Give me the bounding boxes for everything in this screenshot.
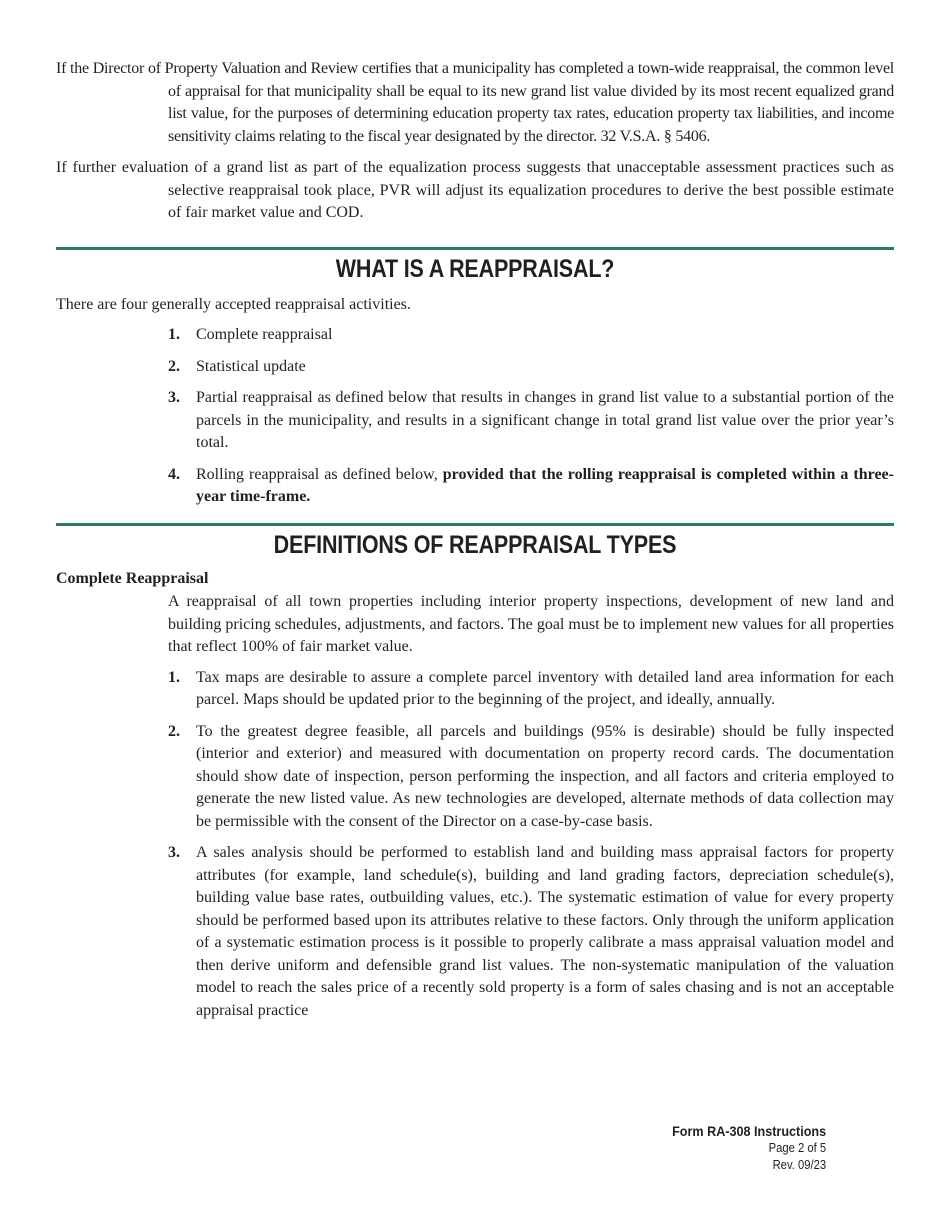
revision-date: Rev. 09/23	[772, 1158, 826, 1172]
list-item	[168, 667, 894, 712]
list-text: Rolling reappraisal as defined below,	[196, 465, 443, 483]
list-item	[168, 721, 894, 834]
list-item	[168, 387, 894, 455]
list-item	[168, 464, 894, 509]
reappraisal-activities-list	[168, 324, 894, 509]
paragraph-equalization-evaluation: If further evaluation of a grand list as part of the equalization process suggests that unacceptable assessment practices such as selective reappraisal took place, PVR will adjust its equalization procedures to derive the best possible estimate of fair market value and COD.	[56, 159, 894, 221]
paragraph-director-certification: If the Director of Property Valuation and Review certifies that a municipality has completed a town-wide reappraisal, the common level of appraisal for that municipality shall be equal to its new grand list value divided by its most recent equalized grand list value, for the purposes of determining education property tax rates, education property tax liabilities, and income sensitivity claims relating to the fiscal year designated by the director. 32 V.S.A. § 5406.	[56, 60, 894, 145]
list-text-bold: provided that the rolling reappraisal is completed within a three-year time-frame.	[196, 465, 894, 505]
list-number: 4.	[168, 465, 180, 483]
section-divider	[56, 247, 894, 250]
heading-what-is-reappraisal: WHAT IS A REAPPRAISAL?	[335, 254, 615, 283]
page-footer	[655, 1122, 826, 1174]
page-number: Page 2 of 5	[768, 1141, 826, 1155]
list-number: 2.	[168, 722, 180, 740]
list-number: 3.	[168, 389, 180, 406]
list-text: To the greatest degree feasible, all parcels and buildings (95% is desirable) should be fully inspected (interior and exterior) and measured with documentation on property record cards. The documentation should show date of inspection, person performing the inspection, and all factors and criteria employed to generate the new listed value. As new technologies are developed, alternate methods of data collection may be permissible with the consent of the Director on a case-by-case basis.	[196, 722, 894, 830]
subheading-complete-reappraisal: Complete Reappraisal	[56, 569, 209, 587]
list-number: 2.	[168, 357, 180, 375]
document-page	[56, 58, 894, 1031]
list-number: 1.	[168, 668, 180, 686]
list-item	[168, 356, 894, 379]
heading-definitions: DEFINITIONS OF REAPPRAISAL TYPES	[273, 530, 677, 559]
complete-reappraisal-description: A reappraisal of all town properties including interior property inspections, development of new land and building pricing schedules, adjustments, and factors. The goal must be to implement new values for all properties that reflect 100% of fair market value.	[168, 593, 894, 655]
list-text: Partial reappraisal as defined below that results in changes in grand list value to a substantial portion of the parcels in the municipality, and results in a significant change in total grand list value over the prior year’s total.	[196, 389, 894, 451]
form-title: Form RA-308 Instructions	[671, 1123, 826, 1139]
list-text: A sales analysis should be performed to establish land and building mass appraisal factors for property attributes (for example, land schedule(s), building and land grading factors, depreciation schedule(s), building value base rates, outbuilding values, etc.). The systematic estimation of value for every property should be performed based upon its attributes relative to these factors. Only through the uniform application of a systematic estimation process is it possible to properly calibrate a mass appraisal valuation model and then derive uniform and defensible grand list values. The non-systematic manipulation of the valuation model to reach the sales price of a recently sold property is a form of sales chasing and is not an acceptable appraisal practice	[196, 844, 894, 1019]
list-text: Tax maps are desirable to assure a complete parcel inventory with detailed land area information for each parcel. Maps should be updated prior to the beginning of the project, and ideally, annually.	[196, 668, 894, 708]
list-item	[168, 842, 894, 1022]
list-number: 3.	[168, 844, 180, 861]
list-text: Statistical update	[196, 357, 306, 375]
list-number: 1.	[168, 326, 180, 343]
section-divider	[56, 523, 894, 526]
reappraisal-activities-intro: There are four generally accepted reappraisal activities.	[56, 295, 411, 313]
complete-reappraisal-requirements	[168, 667, 894, 1023]
list-text: Complete reappraisal	[196, 326, 333, 343]
list-item	[168, 324, 894, 347]
